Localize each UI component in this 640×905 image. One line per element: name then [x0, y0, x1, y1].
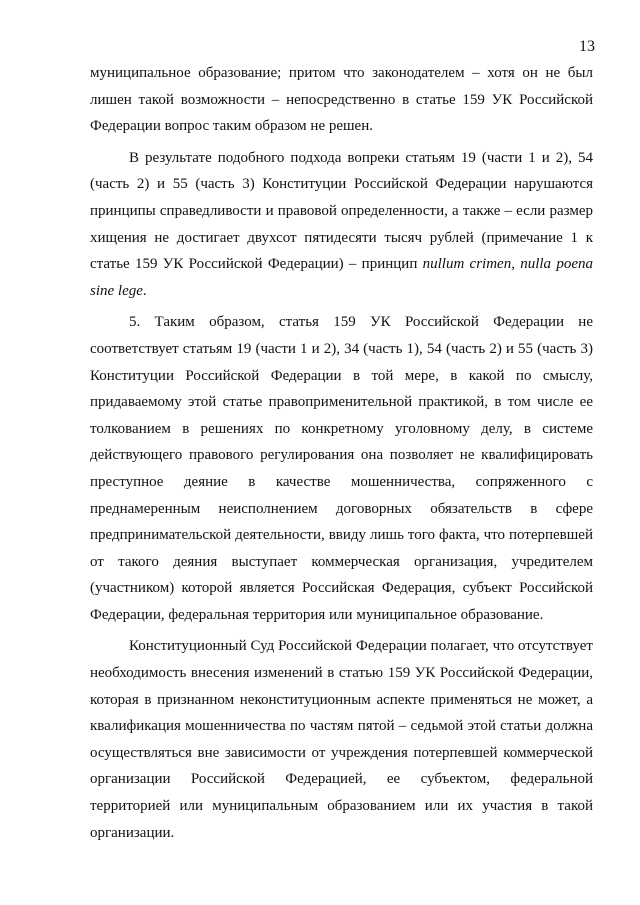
paragraph-principles	[90, 145, 593, 305]
paragraph-principles-end: .	[142, 282, 147, 299]
page-number: 13	[579, 38, 595, 55]
latin-maxim: nullum crimen, nulla poena sine lege	[90, 256, 593, 299]
paragraph-continuation: муниципальное образование; притом что законодателем – хотя он не был лишен такой возможности – непосредственно в статье 159 УК Российской Федерации вопрос таким образом не решен.	[90, 65, 593, 135]
document-body	[90, 60, 593, 851]
paragraph-court-opinion: Конституционный Суд Российской Федерации полагает, что отсутствует необходимость внесения изменений в статью 159 УК Российской Федерации, которая в признанном неконституционным аспекте применяться не может, а квалификация мошенничества по частям пятой – седьмой этой статьи должна осуществляться вне зависимости от учреждения потерпевшей коммерческой организации Российской Федерацией, ее субъектом, федеральной территорией или муниципальным образованием или их участия в такой организации.	[90, 638, 593, 841]
paragraph-conclusion-5: 5. Таким образом, статья 159 УК Российской Федерации не соответствует статьям 19 (части 1 и 2), 34 (часть 1), 54 (часть 2) и 55 (часть 3) Конституции Российской Федерации в той мере, в какой по смыслу, придаваемому этой статье правоприменительной практикой, в том числе ее толкованием в решениях по конкретному уголовному делу, в системе действующего правового регулирования она позволяет не квалифицировать преступное деяние в качестве мошенничества, сопряженного с преднамеренным неисполнением договорных обязательств в сфере предпринимательской деятельности, ввиду лишь того факта, что потерпевшей от такого деяния выступает коммерческая организация, учредителем (участником) которой является Российская Федерация, субъект Российской Федерации, федеральная территория или муниципальное образование.	[90, 314, 593, 623]
paragraph-principles-text: В результате подобного подхода вопреки статьям 19 (части 1 и 2), 54 (часть 2) и 55 (часть 3) Конституции Российской Федерации нарушаются принципы справедливости и правовой определенности, а также – если размер хищения не достигает двухсот пятидесяти тысяч рублей (примечание 1 к статье 159 УК Российской Федерации) – принцип	[90, 149, 593, 273]
